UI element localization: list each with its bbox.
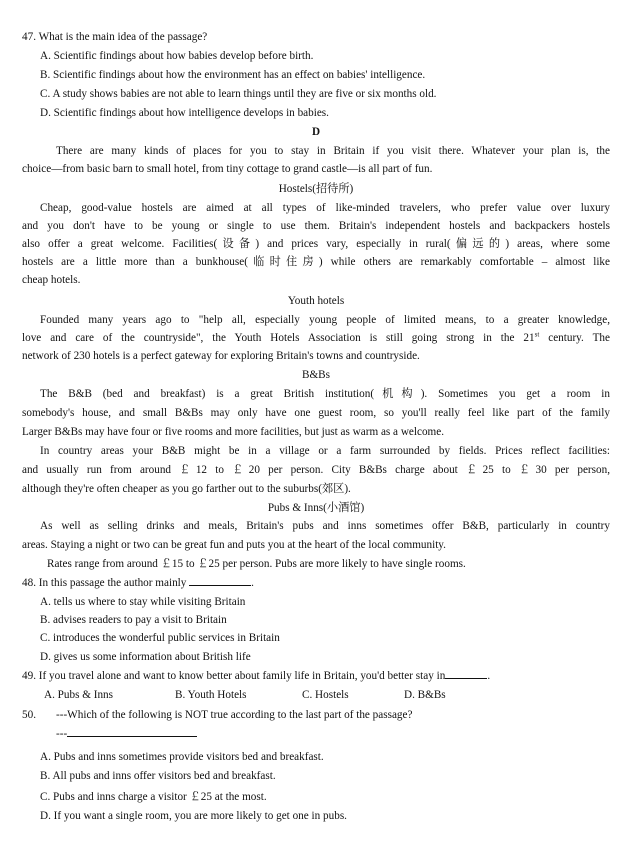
q48-question: [22, 576, 610, 590]
q50-option-a: A. Pubs and inns sometimes provide visitors bed and breakfast.: [40, 751, 324, 763]
q50-answer-line: [56, 727, 610, 741]
q47-option-c: C. A study shows babies are not able to learn things until they are five or six months old.: [40, 88, 437, 100]
q50-question: ---Which of the following is NOT true according to the last part of the passage?: [56, 709, 413, 721]
answer-blank: [67, 736, 197, 737]
passage-intro-line: There are many kinds of places for you to stay in Britain if you visit there. Whatever your plan is, the: [56, 145, 610, 157]
youth-hotels-line: network of 230 hotels is a perfect gateway for exploring Britain's towns and countryside.: [22, 350, 420, 362]
q49-option-b: B. Youth Hotels: [175, 689, 247, 701]
q49-question-text: 49. If you travel alone and want to know better about family life in Britain, you'd better stay in: [22, 670, 446, 682]
q48-option-c: C. introduces the wonderful public services in Britain: [40, 632, 280, 644]
q47-option-b: B. Scientific findings about how the environment has an effect on babies' intelligence.: [40, 69, 426, 81]
section-heading-bnb: B&Bs: [302, 369, 330, 381]
q49-option-d: D. B&Bs: [404, 689, 446, 701]
q48-option-a: A. tells us where to stay while visiting Britain: [40, 596, 246, 608]
hostels-line: also offer a great welcome. Facilities(设备) and prices vary, especially in rural(偏远的) areas, where some: [22, 238, 610, 250]
hostels-line: cheap hotels.: [22, 274, 81, 286]
passage-label: D: [311, 126, 321, 138]
bnb-line: The B&B (bed and breakfast) is a great British institution(机构). Sometimes you get a room in: [40, 388, 610, 400]
bnb-line: although they're often cheaper as you go farther out to the suburbs(郊区).: [22, 483, 351, 495]
q47-question: 47. What is the main idea of the passage?: [22, 31, 208, 43]
section-heading-pubs: Pubs & Inns(小酒馆): [267, 502, 365, 514]
q50-option-c: C. Pubs and inns charge a visitor ￡25 at the most.: [40, 791, 267, 803]
youth-hotels-line: [22, 331, 610, 345]
q48-end: .: [251, 577, 254, 589]
q47-option-d: D. Scientific findings about how intelligence develops in babies.: [40, 107, 329, 119]
bnb-line: and usually run from around ￡12 to ￡20 per person. City B&Bs charge about ￡25 to ￡30 per person,: [22, 464, 610, 476]
ordinal-suffix: st: [534, 330, 540, 339]
q48-question-text: 48. In this passage the author mainly: [22, 577, 187, 589]
q50-number: 50.: [22, 709, 36, 721]
pubs-line: areas. Staying a night or two can be great fun and puts you at the heart of the local community.: [22, 539, 446, 551]
q50-option-d: D. If you want a single room, you are more likely to get one in pubs.: [40, 810, 347, 822]
q50-option-b: B. All pubs and inns offer visitors bed and breakfast.: [40, 770, 276, 782]
hostels-line: Cheap, good-value hostels are aimed at all types of like-minded travelers, who prefer value over luxury: [40, 202, 610, 214]
q49-option-c: C. Hostels: [302, 689, 349, 701]
passage-intro-line: choice—from basic barn to small hotel, from tiny cottage to grand castle—is all part of fun.: [22, 163, 433, 175]
q50-dash: ---: [56, 728, 68, 740]
q47-option-a: A. Scientific findings about how babies develop before birth.: [40, 50, 314, 62]
youth-hotels-line: Founded many years ago to "help all, especially young people of limited means, to a greater knowledge,: [40, 314, 610, 326]
bnb-line: somebody's house, and small B&Bs may only have one guest room, so you'll really feel like part of the family: [22, 407, 610, 419]
pubs-line: As well as selling drinks and meals, Britain's pubs and inns sometimes offer B&B, particularly in country: [40, 520, 610, 532]
section-heading-youth-hotels: Youth hotels: [287, 295, 345, 307]
youth-hotels-line-text: love and care of the countryside", the Youth Hotels Association is still going strong in the 21: [22, 332, 535, 344]
q48-option-d: D. gives us some information about British life: [40, 651, 251, 663]
answer-blank: [189, 585, 251, 586]
q49-question: [22, 669, 610, 683]
section-heading-hostels: Hostels(招待所): [278, 183, 354, 195]
q49-option-a: A. Pubs & Inns: [44, 689, 113, 701]
answer-blank: [445, 678, 487, 679]
hostels-line: and you don't have to be young or single to use them. Britain's independent hostels and backpackers hostels: [22, 220, 610, 232]
pubs-line: Rates range from around ￡15 to ￡25 per person. Pubs are more likely to have single rooms.: [47, 558, 466, 570]
hostels-line: hostels are a little more than a bunkhouse(临时住房) while others are remarkably comfortable – almost like: [22, 256, 610, 268]
q49-end: .: [487, 670, 491, 682]
youth-hotels-line-tail: century. The: [539, 332, 610, 344]
bnb-line: Larger B&Bs may have four or five rooms and more facilities, but just as warm as a welcome.: [22, 426, 445, 438]
q48-option-b: B. advises readers to pay a visit to Britain: [40, 614, 227, 626]
bnb-line: In country areas your B&B might be in a village or a farm surrounded by fields. Prices reflect facilities:: [40, 445, 610, 457]
